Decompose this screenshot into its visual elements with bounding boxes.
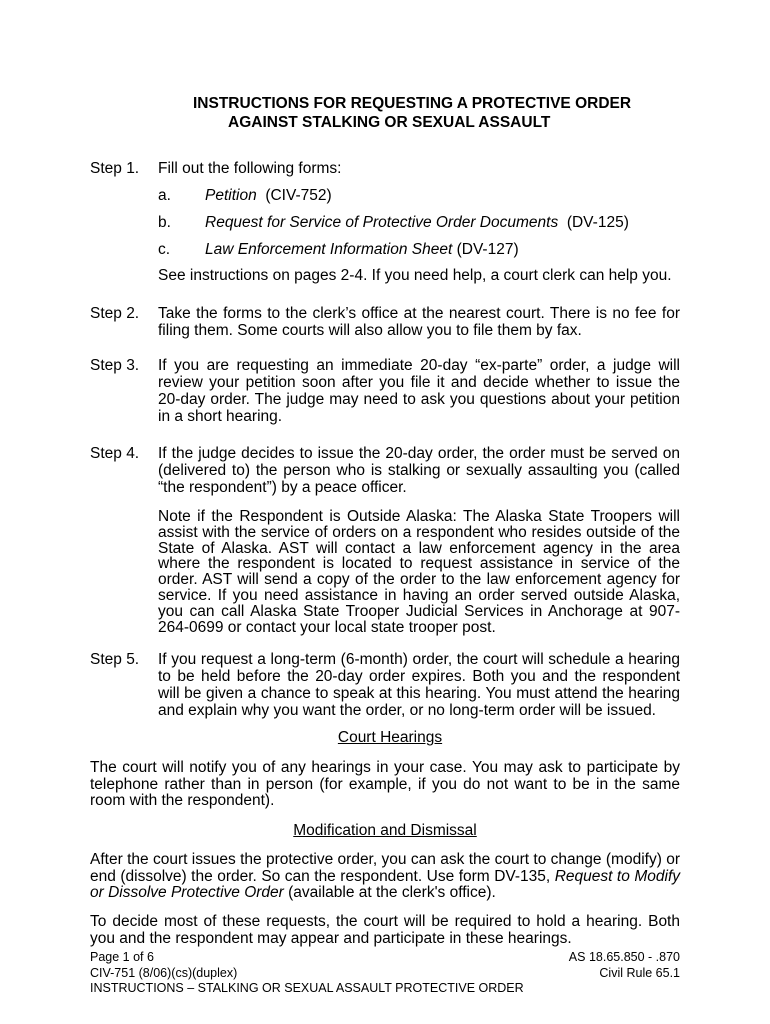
step-label: Step 3. <box>90 357 140 374</box>
form-letter: c. <box>158 241 171 258</box>
step-label: Step 2. <box>90 305 140 322</box>
form-code-footer: CIV-751 (8/06)(cs)(duplex) <box>90 965 238 980</box>
modification-text-end: (available at the clerk's office). <box>283 884 496 901</box>
step-3 <box>90 357 680 425</box>
page-title <box>0 94 770 132</box>
form-letter: a. <box>158 187 171 204</box>
modification-text-start: After the court issues the protective order, you can ask the court to change (modify) or end (dissolve) the order. So can the respondent. Use form DV-135, <box>90 851 680 885</box>
step-4 <box>90 445 680 496</box>
form-item-a <box>158 187 678 204</box>
step-text: Fill out the following forms: <box>158 160 342 177</box>
title-line-1: INSTRUCTIONS FOR REQUESTING A PROTECTIVE ORDER <box>193 95 632 112</box>
statute-ref: AS 18.65.850 - .870 <box>568 950 680 964</box>
form-item-b <box>158 214 678 231</box>
modification-text <box>90 852 680 902</box>
step-5 <box>90 651 680 719</box>
step-2 <box>90 305 680 339</box>
court-hearings-heading: Court Hearings <box>337 729 443 746</box>
form-name: Petition <box>205 187 257 204</box>
civil-rule: Civil Rule 65.1 <box>599 965 680 980</box>
step-1-note: See instructions on pages 2-4. If you need help, a court clerk can help you. <box>158 267 672 284</box>
court-hearings-text: The court will notify you of any hearings in your case. You may ask to participate by telephone rather than in person (for example, if you do not want to be in the same room with the respondent). <box>90 759 680 809</box>
form-code: (DV-125) <box>566 214 629 231</box>
step-label: Step 5. <box>90 651 140 668</box>
step-label: Step 1. <box>90 160 140 177</box>
page-footer <box>90 950 680 997</box>
form-title-footer: INSTRUCTIONS – STALKING OR SEXUAL ASSAULT PROTECTIVE ORDER <box>90 981 524 995</box>
title-line-2: AGAINST STALKING OR SEXUAL ASSAULT <box>228 114 551 131</box>
form-code: (DV-127) <box>456 241 519 258</box>
page-number: Page 1 of 6 <box>90 950 154 964</box>
step-text: If you request a long-term (6-month) order, the court will schedule a hearing to be held before the 20-day order expires. Both you and the respondent will be given a chance to speak at this hearing. You must attend the hearing and explain why you want the order, or no long-term order will be issued. <box>158 651 680 719</box>
step-4-note: Note if the Respondent is Outside Alaska: The Alaska State Troopers will assist with the service of orders on a respondent who resides outside of the State of Alaska. AST will contact a law enforcement agency in the area where the respondent is located to request assistance in service of the order. AST will send a copy of the order to the law enforcement agency for service. If you need assistance in having an order served outside Alaska, you can call Alaska State Trooper Judicial Services in Anchorage at 907-264-0699 or contact your local state trooper post. <box>158 508 680 636</box>
step-text: If you are requesting an immediate 20-day “ex-parte” order, a judge will review your petition soon after you file it and decide whether to issue the 20-day order. The judge may need to ask you questions about your petition in a short hearing. <box>158 357 680 425</box>
form-name: Request for Service of Protective Order Documents <box>205 214 559 231</box>
step-label: Step 4. <box>90 445 140 462</box>
step-text: If the judge decides to issue the 20-day order, the order must be served on (delivered to) the person who is stalking or sexually assaulting you (called “the respondent”) by a peace officer. <box>158 445 680 496</box>
form-code: (CIV-752) <box>265 187 332 204</box>
form-name: Law Enforcement Information Sheet <box>205 241 453 258</box>
modification-heading: Modification and Dismissal <box>293 822 477 839</box>
modify-form-name: Request to Modify or Dissolve Protective Order <box>90 867 680 901</box>
form-item-c <box>158 241 678 258</box>
step-1 <box>90 160 680 177</box>
step-text: Take the forms to the clerk’s office at the nearest court. There is no fee for filing them. Some courts will also allow you to file them by fax. <box>158 305 680 339</box>
form-letter: b. <box>158 214 171 231</box>
modification-hearing-text: To decide most of these requests, the court will be required to hold a hearing. Both you and the respondent may appear and participate in these hearings. <box>90 913 680 947</box>
